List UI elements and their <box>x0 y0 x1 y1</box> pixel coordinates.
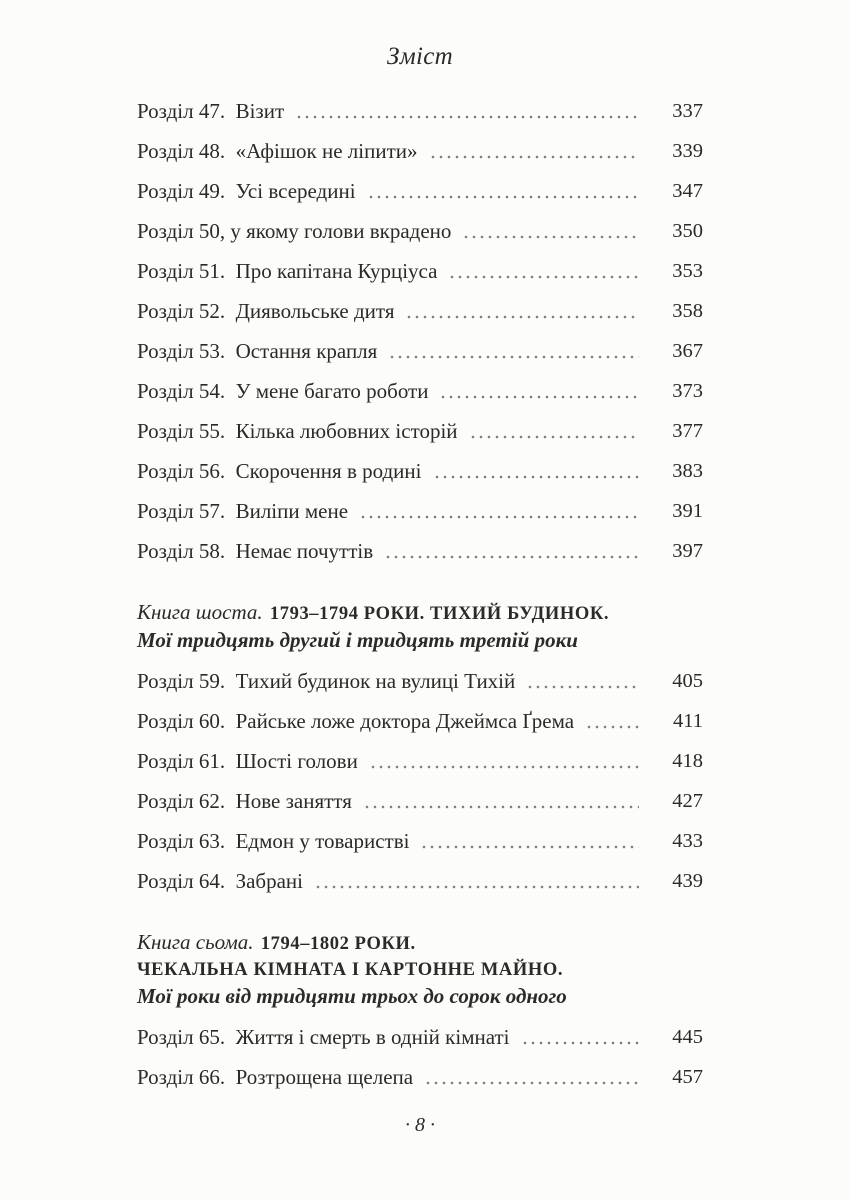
toc-entry-page: 445 <box>672 1026 703 1048</box>
toc-entry <box>137 91 703 131</box>
toc-entry <box>137 291 703 331</box>
book-six-title-caps: 1793–1794 РОКИ. ТИХИЙ БУДИНОК. <box>269 604 610 624</box>
toc-entry <box>137 171 703 211</box>
dot-leader <box>384 531 639 571</box>
toc-section-book5 <box>137 91 703 571</box>
dot-leader <box>369 741 639 781</box>
dot-leader <box>429 131 639 171</box>
toc-entry-page: 373 <box>672 380 703 402</box>
book-six-heading <box>137 599 703 653</box>
toc-entry-text: Розділ 51. Про капітана Курціуса <box>137 259 438 283</box>
toc-entry-page: 367 <box>672 340 703 362</box>
toc-entry <box>137 211 703 251</box>
dot-leader <box>448 251 639 291</box>
toc-entry-page: 347 <box>672 180 703 202</box>
toc-entry <box>137 781 703 821</box>
dot-leader <box>469 411 639 451</box>
book-six-heading-line1 <box>137 599 703 627</box>
toc-entry-page: 353 <box>672 260 703 282</box>
toc-entry-page: 339 <box>672 140 703 162</box>
book-six-subtitle: Мої тридцять другий і тридцять третій роки <box>137 628 578 652</box>
dot-leader <box>424 1057 639 1097</box>
toc-entry <box>137 1017 703 1057</box>
toc-entry-text: Розділ 57. Виліпи мене <box>137 499 349 523</box>
toc-entry-page: 418 <box>672 750 703 772</box>
toc-entry-text: Розділ 60. Райське ложе доктора Джеймса Ґрема <box>137 709 575 733</box>
toc-entry-page: 397 <box>672 540 703 562</box>
toc-entry <box>137 531 703 571</box>
toc-entry <box>137 821 703 861</box>
toc-entry-text: Розділ 63. Едмон у товаристві <box>137 829 410 853</box>
dot-leader <box>367 171 639 211</box>
book-seven-subtitle: Мої роки від тридцяти трьох до сорок одного <box>137 984 567 1008</box>
folio-page-number: · 8 · <box>405 1114 435 1136</box>
toc-entry-page: 350 <box>672 220 703 242</box>
dot-leader <box>420 821 639 861</box>
toc-entry-page: 439 <box>672 870 703 892</box>
dot-leader <box>405 291 639 331</box>
dot-leader <box>314 861 639 901</box>
toc-entry-text: Розділ 59. Тихий будинок на вулиці Тихій <box>137 669 516 693</box>
toc-entry-text: Розділ 48. «Афішок не ліпити» <box>137 139 418 163</box>
dot-leader <box>585 701 639 741</box>
toc-entry-page: 391 <box>672 500 703 522</box>
toc-entry-text: Розділ 52. Диявольське дитя <box>137 299 395 323</box>
toc-section-book6 <box>137 661 703 901</box>
dot-leader <box>363 781 639 821</box>
toc-entry <box>137 251 703 291</box>
book-six-intro: Книга шоста. <box>137 600 263 624</box>
book-seven-heading <box>137 929 703 1009</box>
toc-entry-page: 433 <box>672 830 703 852</box>
toc-entry <box>137 1057 703 1097</box>
toc-entry <box>137 451 703 491</box>
book-seven-title-caps-line2: ЧЕКАЛЬНА КІМНАТА І КАРТОННЕ МАЙНО. <box>137 960 564 980</box>
toc-entry-text: Розділ 53. Остання крапля <box>137 339 378 363</box>
toc-entry-text: Розділ 61. Шості голови <box>137 749 358 773</box>
dot-leader <box>388 331 639 371</box>
toc-entry-text: Розділ 64. Забрані <box>137 869 303 893</box>
book-seven-title-caps-line1: 1794–1802 РОКИ. <box>260 934 416 954</box>
toc-entry <box>137 741 703 781</box>
toc-entry-text: Розділ 50, у якому голови вкрадено <box>137 219 452 243</box>
toc-entry-page: 377 <box>672 420 703 442</box>
dot-leader <box>462 211 639 251</box>
dot-leader <box>359 491 639 531</box>
page-title: Зміст <box>387 43 453 70</box>
book-seven-heading-line1 <box>137 929 703 957</box>
toc-entry-text: Розділ 65. Життя і смерть в одній кімнаті <box>137 1025 510 1049</box>
dot-leader <box>439 371 639 411</box>
toc-entry <box>137 491 703 531</box>
toc-entry-page: 457 <box>672 1066 703 1088</box>
toc-section-book7 <box>137 1017 703 1097</box>
dot-leader <box>526 661 639 701</box>
toc-entry-text: Розділ 49. Усі всередині <box>137 179 356 203</box>
dot-leader <box>295 91 639 131</box>
toc-entry-page: 411 <box>673 710 703 732</box>
toc-entry-page: 427 <box>672 790 703 812</box>
toc-content <box>137 0 703 1097</box>
toc-entry-text: Розділ 58. Немає почуттів <box>137 539 374 563</box>
dot-leader <box>521 1017 639 1057</box>
toc-entry-page: 383 <box>672 460 703 482</box>
toc-entry-text: Розділ 56. Скорочення в родині <box>137 459 422 483</box>
toc-entry-text: Розділ 55. Кілька любовних історій <box>137 419 458 443</box>
toc-entry <box>137 661 703 701</box>
toc-entry-page: 405 <box>672 670 703 692</box>
toc-entry <box>137 371 703 411</box>
toc-entry-text: Розділ 54. У мене багато роботи <box>137 379 429 403</box>
toc-entry <box>137 131 703 171</box>
toc-entry-text: Розділ 62. Нове заняття <box>137 789 352 813</box>
toc-entry <box>137 701 703 741</box>
toc-entry <box>137 411 703 451</box>
toc-entry-text: Розділ 66. Розтрощена щелепа <box>137 1065 414 1089</box>
toc-entry-text: Розділ 47. Візит <box>137 99 285 123</box>
toc-entry-page: 358 <box>672 300 703 322</box>
toc-entry-page: 337 <box>672 100 703 122</box>
toc-entry <box>137 331 703 371</box>
book-seven-intro: Книга сьома. <box>137 930 254 954</box>
toc-entry <box>137 861 703 901</box>
dot-leader <box>433 451 640 491</box>
